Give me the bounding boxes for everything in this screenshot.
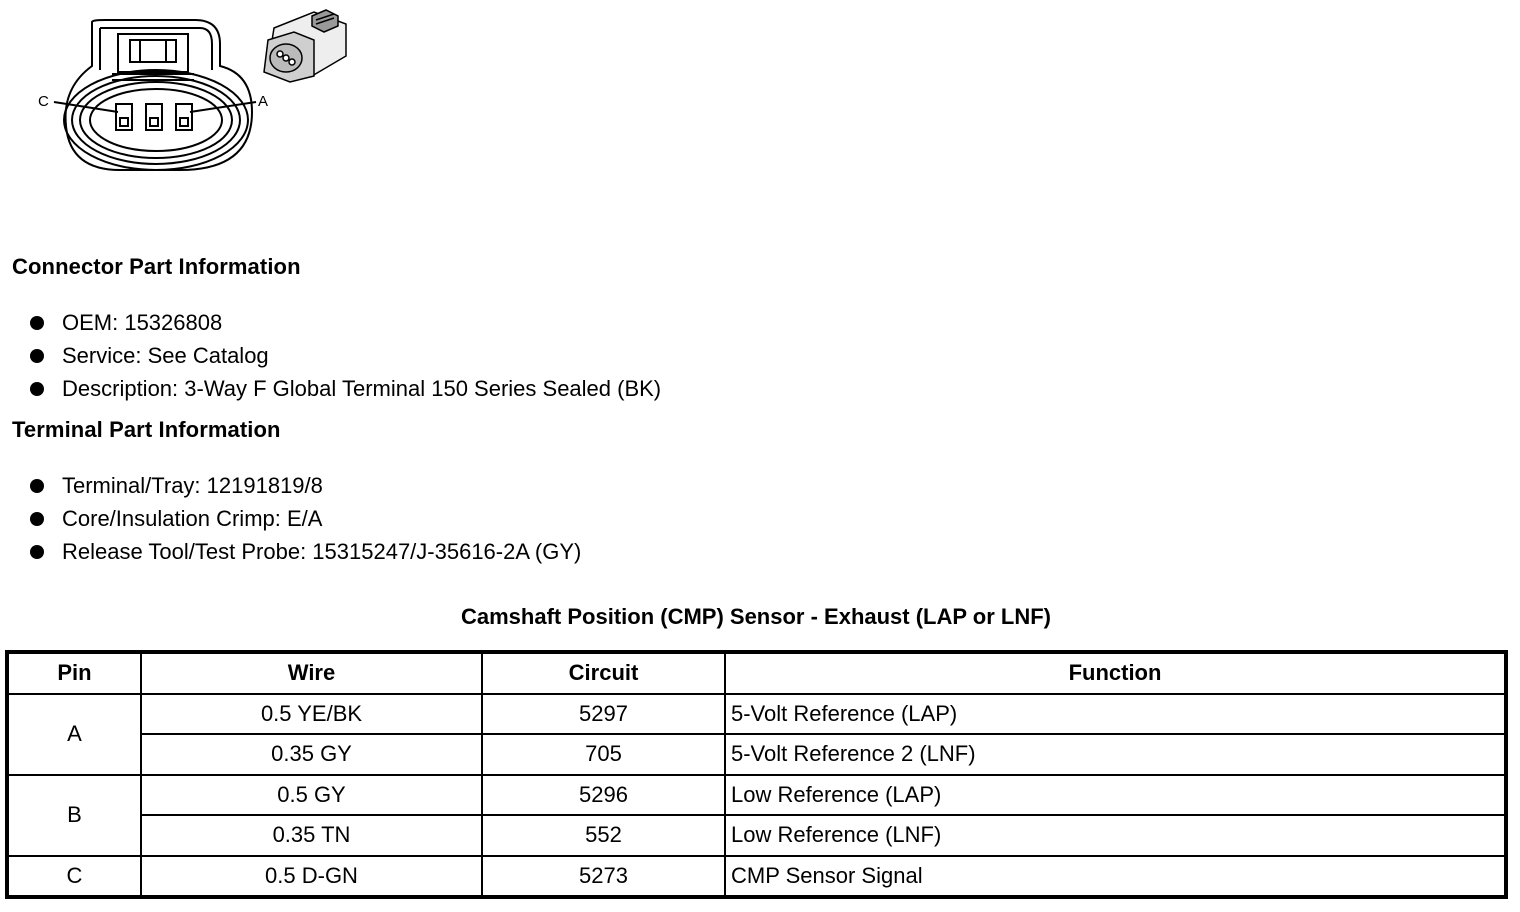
- table-row: [7, 775, 1506, 816]
- table-row: [7, 734, 1506, 775]
- wire-cell: 0.35 TN: [141, 815, 482, 856]
- table-title: Camshaft Position (CMP) Sensor - Exhaust (LAP or LNF): [461, 604, 1051, 629]
- function-cell: Low Reference (LAP): [725, 775, 1506, 816]
- header-circuit: Circuit: [482, 652, 725, 694]
- pin-cell: C: [7, 856, 141, 898]
- header-wire: Wire: [141, 652, 482, 694]
- table-header-row: [7, 652, 1506, 694]
- pin-cell: B: [7, 775, 141, 856]
- circuit-cell: 5296: [482, 775, 725, 816]
- wire-cell: 0.35 GY: [141, 734, 482, 775]
- pin-label-a: A: [258, 93, 269, 110]
- wire-cell: 0.5 D-GN: [141, 856, 482, 898]
- wire-cell: 0.5 GY: [141, 775, 482, 816]
- circuit-cell: 5273: [482, 856, 725, 898]
- header-pin: Pin: [7, 652, 141, 694]
- bullet-icon: [30, 382, 44, 396]
- list-item: Terminal/Tray: 12191819/8: [28, 469, 581, 502]
- connector-face-diagram: [30, 4, 280, 176]
- terminal-part-list: [28, 469, 581, 568]
- function-cell: CMP Sensor Signal: [725, 856, 1506, 898]
- circuit-cell: 5297: [482, 694, 725, 735]
- table-row: [7, 856, 1506, 898]
- bullet-icon: [30, 545, 44, 559]
- function-cell: Low Reference (LNF): [725, 815, 1506, 856]
- bullet-icon: [30, 512, 44, 526]
- list-item: Release Tool/Test Probe: 15315247/J-35616-2A (GY): [28, 535, 581, 568]
- terminal-part-heading: Terminal Part Information: [12, 417, 281, 442]
- list-item: Service: See Catalog: [28, 339, 661, 372]
- connector-part-heading: Connector Part Information: [12, 254, 301, 279]
- table-row: [7, 694, 1506, 735]
- circuit-cell: 705: [482, 734, 725, 775]
- pin-label-c: C: [38, 93, 49, 110]
- header-function: Function: [725, 652, 1506, 694]
- pinout-table: [5, 650, 1508, 899]
- bullet-icon: [30, 479, 44, 493]
- circuit-cell: 552: [482, 815, 725, 856]
- function-cell: 5-Volt Reference (LAP): [725, 694, 1506, 735]
- bullet-icon: [30, 349, 44, 363]
- pin-cell: A: [7, 694, 141, 775]
- connector-part-list: [28, 306, 661, 405]
- bullet-icon: [30, 316, 44, 330]
- function-cell: 5-Volt Reference 2 (LNF): [725, 734, 1506, 775]
- list-item: OEM: 15326808: [28, 306, 661, 339]
- wire-cell: 0.5 YE/BK: [141, 694, 482, 735]
- connector-photo: [254, 6, 354, 84]
- list-item: Description: 3-Way F Global Terminal 150 Series Sealed (BK): [28, 372, 661, 405]
- table-row: [7, 815, 1506, 856]
- list-item: Core/Insulation Crimp: E/A: [28, 502, 581, 535]
